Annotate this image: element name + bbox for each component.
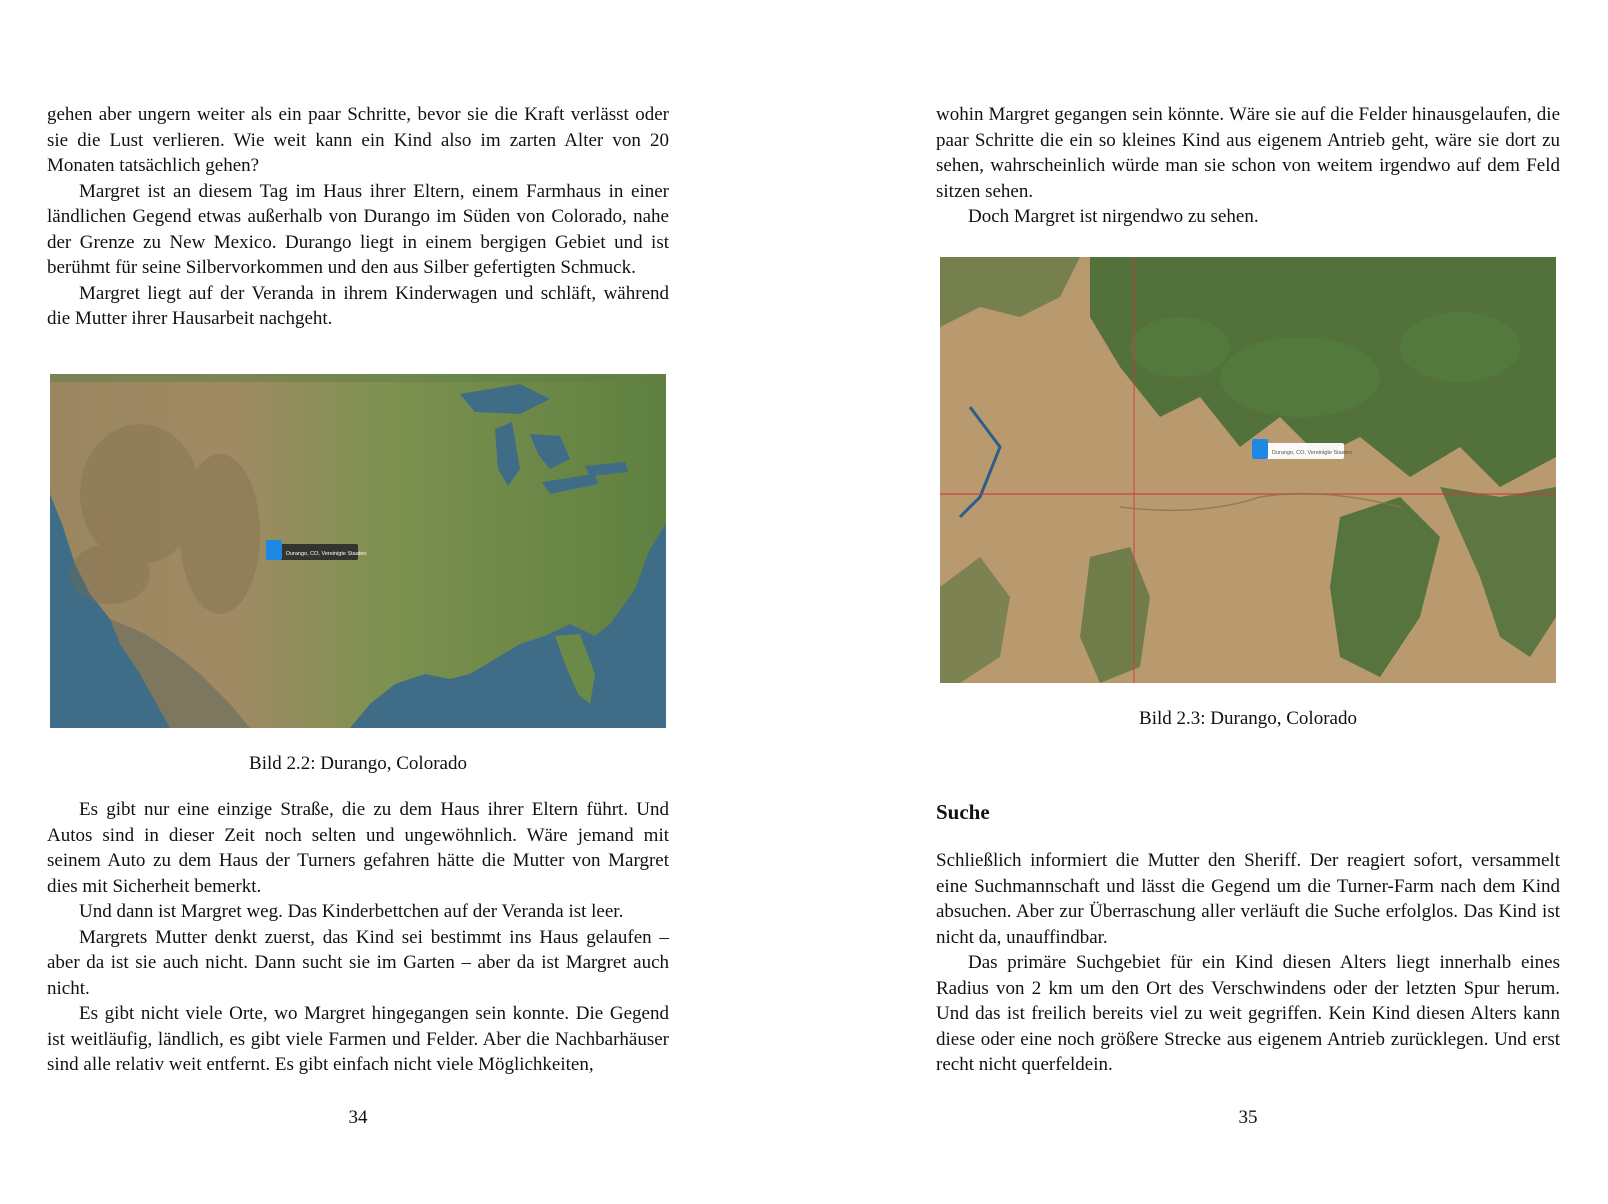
left-bottom-text <box>47 797 669 1078</box>
paragraph: Schließlich informiert die Mutter den Sheriff. Der reagiert sofort, versammelt eine Suchmannschaft und lässt die Gegend um die Turner-Farm nach dem Kind absuchen. Aber zur Überraschung aller verläuft die Suche erfolglos. Das Kind ist nicht da, unauffindbar. <box>936 850 1560 948</box>
paragraph: Das primäre Suchgebiet für ein Kind diesen Alters liegt innerhalb eines Radius von 2 km um den Ort des Verschwindens oder der letzten Spur herum. Und das ist freilich bereits viel zu weit gegriffen. Kein Kind diesen Alters kann diese oder eine noch größere Strecke aus eigenem Antrieb zurücklegen. Und erst recht nicht querfeldein. <box>936 952 1560 1075</box>
paragraph: gehen aber ungern weiter als ein paar Schritte, bevor sie die Kraft verlässt oder sie die Lust verlieren. Wie weit kann ein Kind also im zarten Alter von 20 Monaten tatsächlich gehen? <box>47 104 669 176</box>
right-top-text <box>936 102 1560 230</box>
page-number: 34 <box>348 1107 368 1128</box>
paragraph: Doch Margret ist nirgendwo zu sehen. <box>968 206 1259 227</box>
map-image <box>50 374 666 728</box>
right-bottom-text <box>936 848 1560 1078</box>
paragraph: Es gibt nur eine einzige Straße, die zu dem Haus ihrer Eltern führt. Und Autos sind in dieser Zeit noch selten und ungewöhnlich. Wäre jemand mit seinem Auto zu dem Haus der Turners gefahren hätte die Mutter von Margret dies mit Sicherheit bemerkt. <box>47 799 669 897</box>
map-image <box>940 257 1556 683</box>
paragraph: Es gibt nicht viele Orte, wo Margret hingegangen sein konnte. Die Gegend ist weitläufig, ländlich, es gibt viele Farmen und Felder. Aber die Nachbarhäuser sind alle relativ weit entfernt. Es gibt einfach nicht viele Möglichkeiten, <box>47 1003 669 1075</box>
paragraph: wohin Margret gegangen sein könnte. Wäre sie auf die Felder hinausgelaufen, die paar Schritte die ein so kleines Kind aus eigenem Antrieb geht, wäre sie dort zu sehen, wahrscheinlich würde man sie schon von weitem irgendwo auf dem Feld sitzen sehen. <box>936 104 1560 202</box>
pin-label: Durango, CO, Vereinigte Staaten <box>1272 450 1353 456</box>
durango-satellite-map <box>940 257 1556 683</box>
section-heading: Suche <box>936 800 990 824</box>
paragraph: Margret liegt auf der Veranda in ihrem Kinderwagen und schläft, während die Mutter ihrer Hausarbeit nachgeht. <box>47 282 669 329</box>
pin-icon <box>1252 439 1268 459</box>
pin-icon <box>266 540 282 560</box>
left-page <box>47 0 669 1204</box>
right-page <box>936 0 1560 1204</box>
left-top-text <box>47 102 669 332</box>
paragraph: Und dann ist Margret weg. Das Kinderbettchen auf der Veranda ist leer. <box>79 901 624 922</box>
page-number: 35 <box>1238 1107 1258 1128</box>
paragraph: Margret ist an diesem Tag im Haus ihrer Eltern, einem Farmhaus in einer ländlichen Gegend etwas außerhalb von Durango im Süden von Colorado, nahe der Grenze zu New Mexico. Durango liegt in einem bergigen Gebiet und ist berühmt für seine Silbervorkommen und den aus Silber gefertigten Schmuck. <box>47 180 669 278</box>
paragraph: Margrets Mutter denkt zuerst, das Kind sei bestimmt ins Haus gelaufen – aber da ist sie auch nicht. Dann sucht sie im Garten – aber da ist Margret auch nicht. <box>47 926 669 999</box>
figure-caption: Bild 2.3: Durango, Colorado <box>1139 708 1357 729</box>
us-satellite-map <box>50 374 666 728</box>
pin-label: Durango, CO, Vereinigte Staaten <box>286 551 367 557</box>
figure-caption: Bild 2.2: Durango, Colorado <box>249 753 467 774</box>
